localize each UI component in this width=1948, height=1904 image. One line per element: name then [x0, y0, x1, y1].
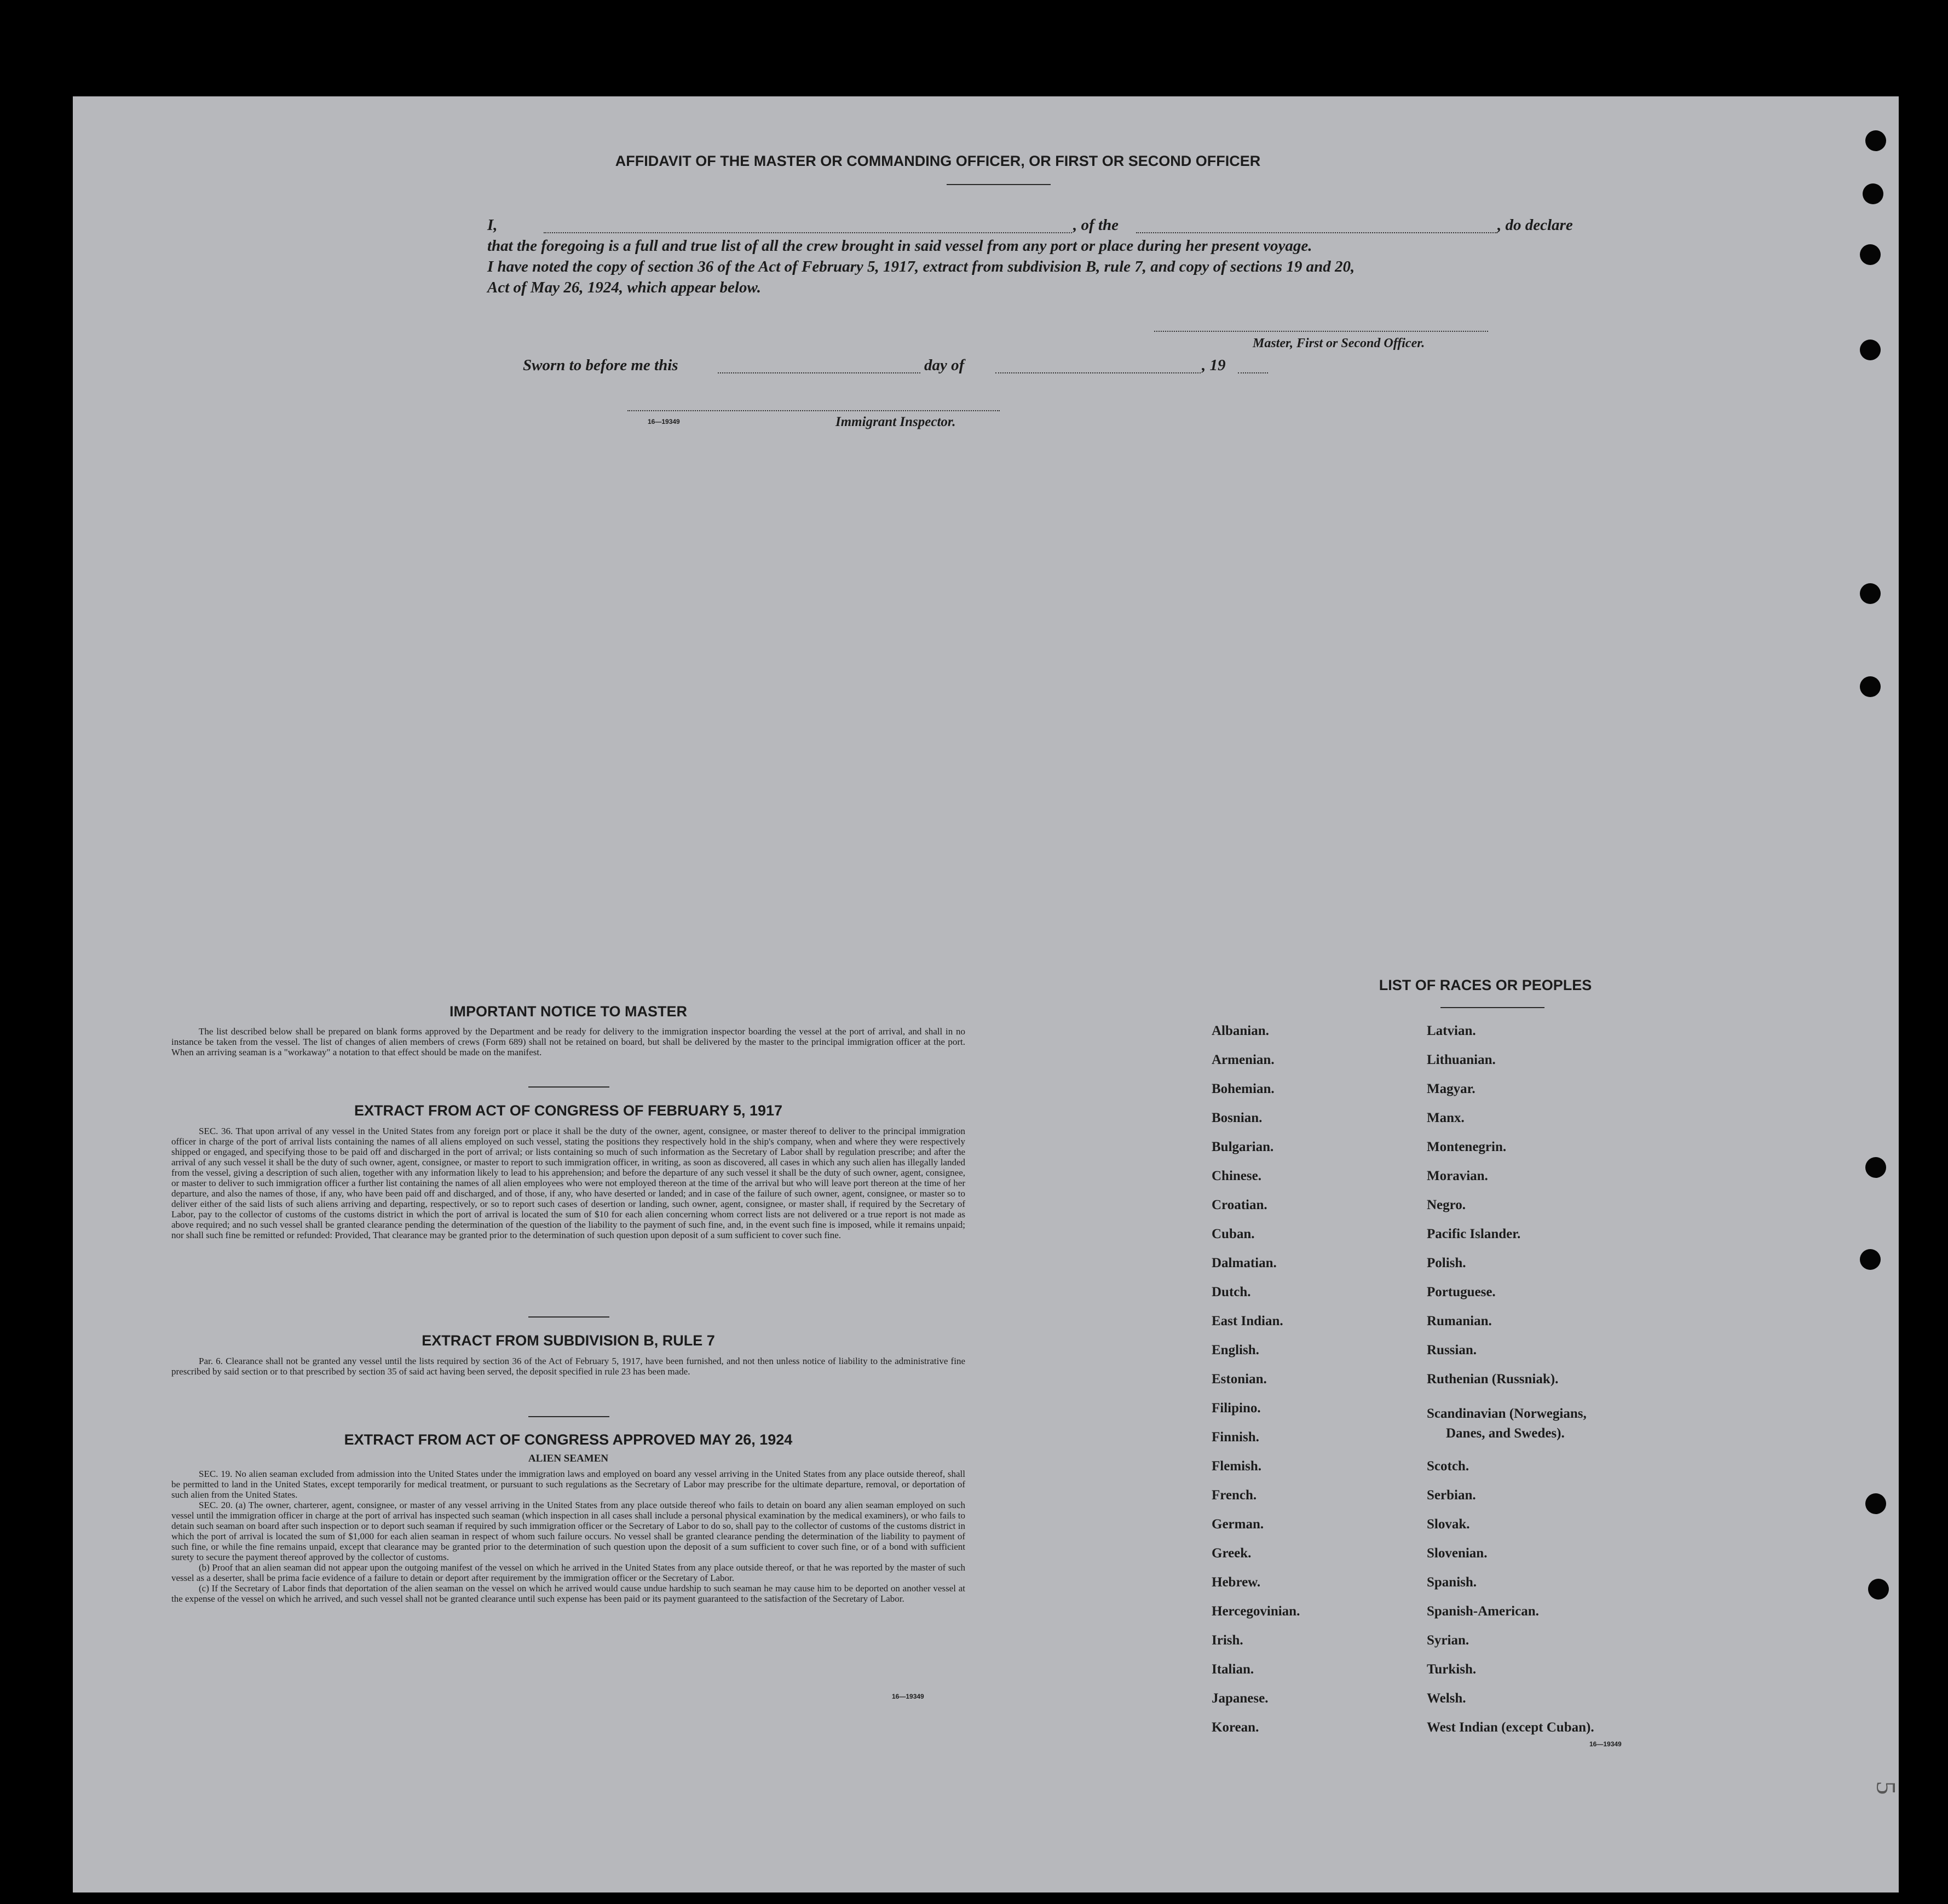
rule7-text: Par. 6. Clearance shall not be granted any vessel until the lists required by section 36 of the Act of February 5, 1917, have been furnished, and not then unless notice of liability to the administrative fine prescribed by said section or to that prescribed by section 35 of said act having been served, the deposit specified in rule 23 has been made. [171, 1356, 965, 1377]
inspector-signature-line[interactable] [627, 410, 1000, 411]
notice-title: IMPORTANT NOTICE TO MASTER [449, 1003, 687, 1020]
race-item: Cuban. [1212, 1227, 1255, 1241]
affidavit-form-number: 16—19349 [648, 418, 680, 425]
binder-hole [1860, 340, 1881, 360]
race-item: Dutch. [1212, 1285, 1251, 1299]
race-item: German. [1212, 1517, 1264, 1532]
binder-hole [1863, 183, 1883, 204]
races-divider [1440, 1007, 1544, 1008]
rule7-title: EXTRACT FROM SUBDIVISION B, RULE 7 [422, 1332, 715, 1349]
extract-1924-title: EXTRACT FROM ACT OF CONGRESS APPROVED MAY 26, 1924 [344, 1431, 793, 1448]
day-of-label: day of [924, 356, 965, 374]
margin-mark: 5 [1871, 1781, 1902, 1795]
race-item: Magyar. [1427, 1082, 1476, 1096]
race-item: Spanish. [1427, 1575, 1477, 1590]
binder-hole [1865, 1157, 1886, 1178]
sworn-year-line[interactable] [1238, 372, 1268, 373]
race-item: Korean. [1212, 1720, 1259, 1735]
race-item: Polish. [1427, 1256, 1466, 1270]
extract-1917-text: SEC. 36. That upon arrival of any vessel in the United States from any foreign port or place it shall be the duty of the owner, agent, consignee, or master thereof to deliver to the principal immigration officer in charge of the port of arrival lists containing the names of all aliens employed on such vessel, stating the positions they respectively hold in the ship's company, when and where they were respectively shipped or engaged, and specifying those to be paid off and discharged in the port of arrival; or lists containing so much of such information as the Secretary of Labor shall by regulation prescribe; and after the arrival of any such vessel it shall be the duty of such owner, agent, consignee, or master to report to such immigration officer, in writing, as soon as discovered, all cases in which any such alien has illegally landed from the vessel, giving a description of such alien, together with any information likely to lead to his apprehension; and before the departure of any such vessel it shall be the duty of such owner, agent, consignee, or master to deliver to such immigration officer a further list containing the names of all alien employees who were not employed thereon at the time of the arrival but who will leave port thereon at the time of her departure, and also the names of those, if any, who have been paid off and discharged, and of those, if any, who have deserted or landed; and in case of the failure of such owner, agent, consignee, or master so to deliver either of the said lists of such aliens arriving and departing, respectively, or so to report such cases of desertion or landing, such owner, agent, consignee, or master shall, if required by the Secretary of Labor, pay to the collector of customs of the customs district in which the port of arrival is located the sum of $10 for each alien concerning whom correct lists are not delivered or a true report is not made as above required; and no such vessel shall be granted clearance pending the determination of the question of the liability to the payment of such fine, and, in the event such fine is imposed, while it remains unpaid; nor shall such fine be remitted or refunded: Provided, That clearance may be granted prior to the determination of such question upon deposit of a sum sufficient to cover such fine. [171, 1126, 965, 1240]
race-item: Manx. [1427, 1111, 1465, 1125]
rule7-body [171, 1356, 965, 1377]
officer-signature-line[interactable] [1154, 331, 1488, 332]
affidavit-title: AFFIDAVIT OF THE MASTER OR COMMANDING OFFICER, OR FIRST OR SECOND OFFICER [615, 153, 1261, 169]
of-the-label: , of the [1073, 216, 1119, 234]
race-item: Bulgarian. [1212, 1140, 1274, 1154]
affidavit-line-4: Act of May 26, 1924, which appear below. [487, 279, 761, 296]
race-item: French. [1212, 1488, 1257, 1503]
race-item: Montenegrin. [1427, 1140, 1507, 1154]
race-item: Flemish. [1212, 1459, 1261, 1474]
race-item: English. [1212, 1343, 1259, 1357]
extract-1917-divider [528, 1316, 609, 1318]
race-item: Croatian. [1212, 1198, 1267, 1212]
race-item: Irish. [1212, 1633, 1243, 1648]
race-item: Finnish. [1212, 1430, 1259, 1445]
sec-19-text: SEC. 19. No alien seaman excluded from admission into the United States under the immigration laws and employed on board any vessel arriving in the United States from any place outside thereof, shall be permitted to land in the United States, except temporarily for medical treatment, or pursuant to such regulations as the Secretary of Labor may prescribe for the ultimate departure, removal, or deportation of such alien from the United States. [171, 1469, 965, 1500]
race-item: Armenian. [1212, 1052, 1275, 1067]
race-item: Lithuanian. [1427, 1052, 1496, 1067]
race-item: Filipino. [1212, 1401, 1261, 1416]
race-item: Latvian. [1427, 1023, 1476, 1038]
extract-form-number: 16—19349 [892, 1693, 924, 1700]
race-item: Hebrew. [1212, 1575, 1261, 1590]
race-item: Dalmatian. [1212, 1256, 1277, 1270]
binder-hole [1860, 583, 1881, 604]
affiant-label: I, [487, 216, 498, 234]
race-item: Slovak. [1427, 1517, 1470, 1532]
notice-divider [528, 1086, 609, 1088]
race-item: Serbian. [1427, 1488, 1476, 1503]
race-item: Scandinavian (Norwegians, [1427, 1406, 1587, 1421]
race-item: Danes, and Swedes). [1446, 1426, 1565, 1441]
race-item: Turkish. [1427, 1662, 1477, 1677]
vessel-name-line[interactable] [1136, 232, 1497, 233]
race-item: Hercegovinian. [1212, 1604, 1300, 1619]
binder-hole [1865, 1493, 1886, 1514]
race-item: Welsh. [1427, 1691, 1466, 1706]
sworn-day-line[interactable] [718, 372, 920, 373]
officer-signature-label: Master, First or Second Officer. [1253, 336, 1425, 350]
sworn-label: Sworn to before me this [523, 356, 678, 374]
binder-hole [1860, 244, 1881, 265]
race-item: Rumanian. [1427, 1314, 1492, 1328]
affidavit-line-3: I have noted the copy of section 36 of the Act of February 5, 1917, extract from subdivision B, rule 7, and copy of sections 19 and 20, [487, 258, 1355, 275]
extract-1924-body [171, 1469, 965, 1604]
race-item: Russian. [1427, 1343, 1477, 1357]
race-item: Albanian. [1212, 1023, 1269, 1038]
inspector-label: Immigrant Inspector. [835, 415, 956, 429]
race-item: Greek. [1212, 1546, 1252, 1561]
binder-hole [1865, 130, 1886, 151]
race-item: Negro. [1427, 1198, 1466, 1212]
race-item: Pacific Islander. [1427, 1227, 1521, 1241]
race-item: Moravian. [1427, 1169, 1488, 1183]
affidavit-line-2: that the foregoing is a full and true list of all the crew brought in said vessel from any port or place during her present voyage. [487, 237, 1312, 255]
title-divider [947, 184, 1051, 185]
notice-text: The list described below shall be prepared on blank forms approved by the Department and be ready for delivery to the immigration inspector boarding the vessel at the port of arrival, and shall in no instance be taken from the vessel. The list of changes of alien members of crews (Form 689) shall not be retained on board, but shall be delivered by the master to the principal immigration officer at the port. When an arriving seaman is a "workaway" a notation to that effect should be made on the manifest. [171, 1026, 965, 1057]
race-item: Portuguese. [1427, 1285, 1496, 1299]
races-form-number: 16—19349 [1589, 1740, 1622, 1748]
race-item: Slovenian. [1427, 1546, 1488, 1561]
race-item: Spanish-American. [1427, 1604, 1539, 1619]
races-title: LIST OF RACES OR PEOPLES [1379, 977, 1592, 993]
race-item: East Indian. [1212, 1314, 1283, 1328]
race-item: Italian. [1212, 1662, 1254, 1677]
race-item: Chinese. [1212, 1169, 1261, 1183]
year-prefix-label: , 19 [1202, 356, 1226, 374]
binder-hole [1860, 676, 1881, 697]
extract-1917-title: EXTRACT FROM ACT OF CONGRESS OF FEBRUARY 5, 1917 [354, 1102, 783, 1119]
binder-hole [1868, 1579, 1889, 1600]
race-item: Japanese. [1212, 1691, 1269, 1706]
race-item: Estonian. [1212, 1372, 1267, 1387]
do-declare-label: , do declare [1497, 216, 1573, 234]
sworn-month-line[interactable] [995, 372, 1201, 373]
sec-20a-text: SEC. 20. (a) The owner, charterer, agent, consignee, or master of any vessel arriving in the United States from any place outside thereof who fails to detain on board any alien seaman employed on such vessel until the immigration officer in charge at the port of arrival has inspected such seaman (which inspection in all cases shall include a personal physical examination by the medical examiners), or who fails to detain such seaman on board after such inspection or to deport such seaman if required by such immigration officer or the Secretary of Labor to do so, shall pay to the collector of customs of the customs district in which the port of arrival is located the sum of $1,000 for each alien seaman in respect of whom such failure occurs. No vessel shall be granted clearance pending the determination of the liability to payment of such fine, or while the fine remains unpaid, except that clearance may be granted prior to the determination of such question upon the deposit of a sum sufficient to cover such fine, or of a bond with sufficient surety to secure the payment thereof approved by the collector of customs. [171, 1500, 965, 1562]
document-sheet [73, 96, 1902, 1893]
race-item: West Indian (except Cuban). [1427, 1720, 1594, 1735]
sec-20b-text: (b) Proof that an alien seaman did not appear upon the outgoing manifest of the vessel on which he arrived in the United States from any place outside thereof, or that he was reported by the master of such vessel as a deserter, shall be prima facie evidence of a failure to detain or deport after requirement by the immigration officer or the Secretary of Labor. [171, 1562, 965, 1583]
race-item: Scotch. [1427, 1459, 1469, 1474]
alien-seamen-subtitle: ALIEN SEAMEN [528, 1453, 609, 1464]
affiant-name-line[interactable] [544, 232, 1072, 233]
race-item: Ruthenian (Russniak). [1427, 1372, 1559, 1387]
race-item: Syrian. [1427, 1633, 1469, 1648]
sec-20c-text: (c) If the Secretary of Labor finds that deportation of the alien seaman on the vessel on which he arrived would cause undue hardship to such seaman he may cause him to be deported on another vessel at the expense of the vessel on which he arrived, and such vessel shall not be granted clearance until such expense has been paid or its payment guaranteed to the satisfaction of the Secretary of Labor. [171, 1583, 965, 1604]
rule7-divider [528, 1416, 609, 1417]
extract-1917-body [171, 1126, 965, 1240]
binder-hole [1860, 1249, 1881, 1270]
race-item: Bosnian. [1212, 1111, 1263, 1125]
notice-body [171, 1026, 965, 1057]
race-item: Bohemian. [1212, 1082, 1275, 1096]
